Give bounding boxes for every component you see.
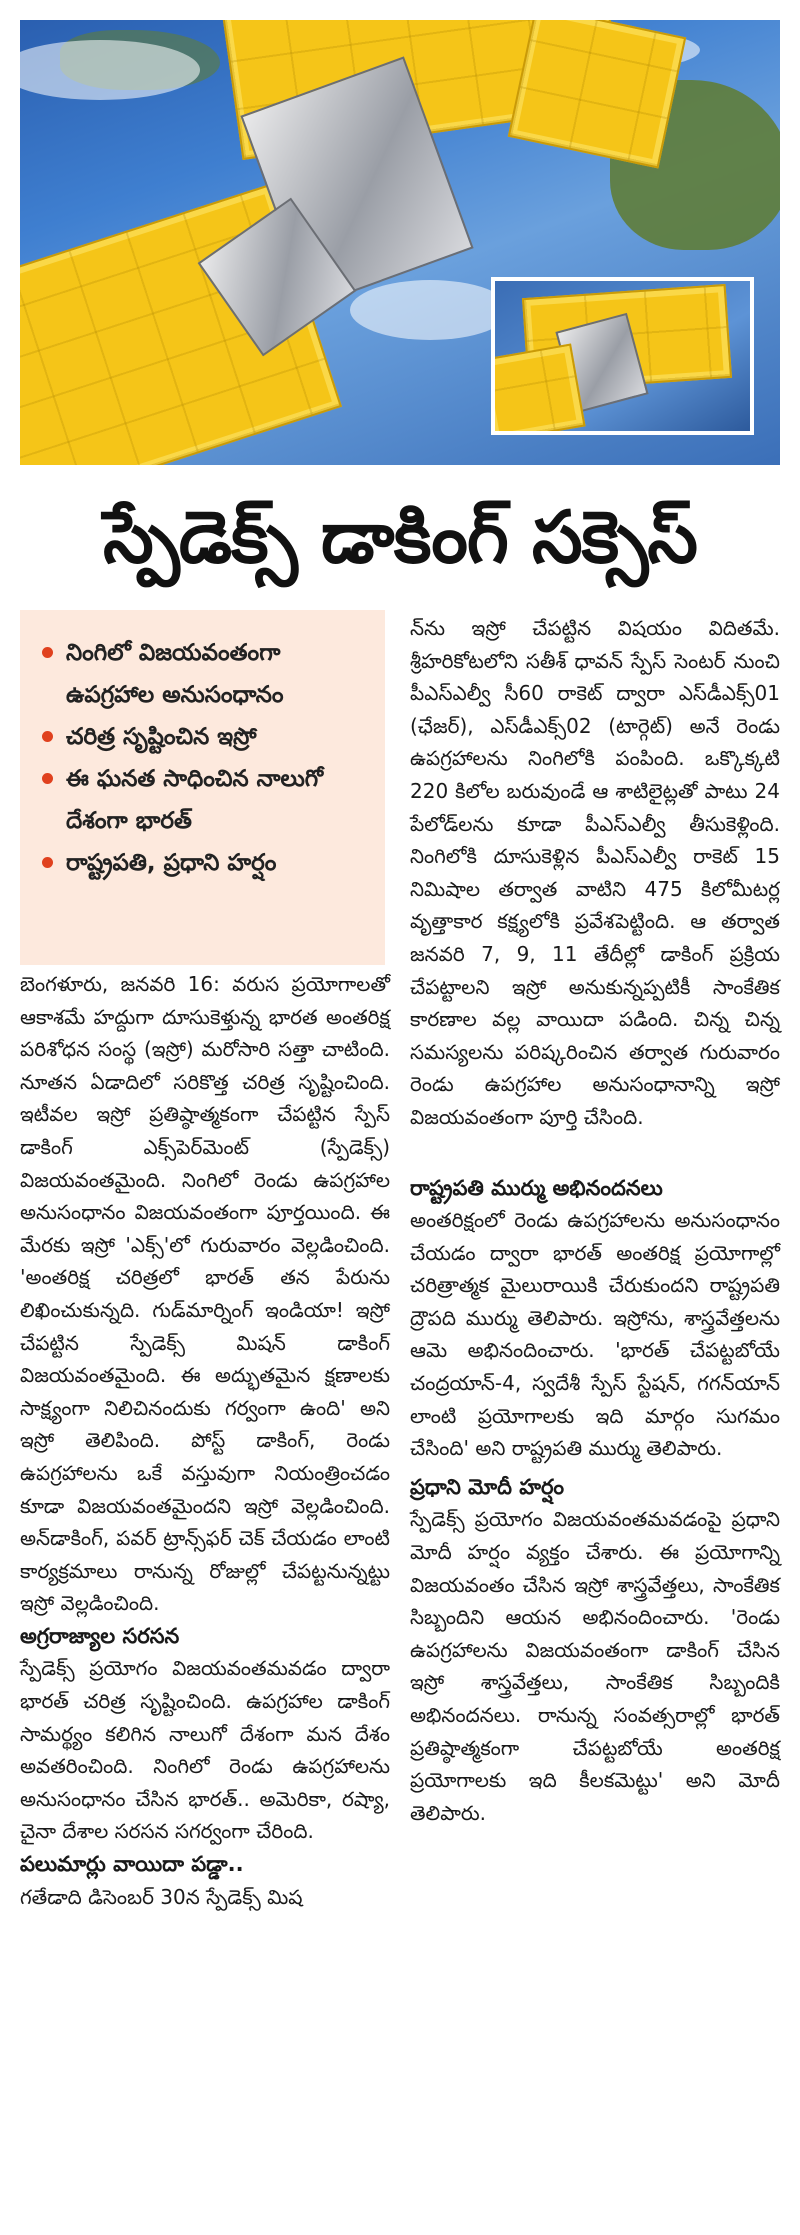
headline: స్పేడెక్స్ డాకింగ్ సక్సెస్ bbox=[103, 495, 697, 579]
bullet-icon bbox=[42, 773, 53, 784]
satellite-photo bbox=[20, 20, 780, 465]
highlight-item: చరిత్ర సృష్టించిన ఇస్రో bbox=[42, 716, 371, 758]
highlight-item: రాష్ట్రపతి, ప్రధాని హర్షం bbox=[42, 842, 371, 884]
highlight-item: నింగిలో విజయవంతంగా ఉపగ్రహాల అనుసంధానం bbox=[42, 632, 371, 716]
bullet-icon bbox=[42, 647, 53, 658]
subheading-president: రాష్ట్రపతి ముర్ము అభినందనలు bbox=[410, 1175, 663, 1200]
bullet-icon bbox=[42, 857, 53, 868]
article-paragraph: స్పేడెక్స్ ప్రయోగం విజయవంతమవడం ద్వారా భారత్ చరిత్ర సృష్టించింది. ఉపగ్రహాల డాకింగ్ సామర్థ్యం కలిగిన నాలుగో దేశంగా మన దేశం అవతరించింది. నింగిలో రెండు ఉపగ్రహాలను అనుసంధానం చేసిన భారత్.. అమెరికా, రష్యా, చైనా దేశాల సరసన సగర్వంగా చేరింది. bbox=[20, 1656, 390, 1844]
article-intro: బెంగళూరు, జనవరి 16: వరుస ప్రయోగాలతో ఆకాశమే హద్దుగా దూసుకెళ్తున్న భారత అంతరిక్ష పరిశోధన సంస్థ (ఇస్రో) మరోసారి సత్తా చాటింది. నూతన ఏడాదిలో సరికొత్త చరిత్ర సృష్టించింది. ఇటీవల ఇస్రో ప్రతిష్ఠాత్మకంగా చేపట్టిన స్పేస్ డాకింగ్ ఎక్స్‌పెర్‌మెంట్ (స్పేడెక్స్) విజయవంతమైంది. నింగిలో రెండు ఉపగ్రహాల అనుసంధానం విజయవంతంగా పూర్తయింది. ఈ మేరకు ఇస్రో 'ఎక్స్'లో గురువారం వెల్లడించింది. 'అంతరిక్ష చరిత్రలో భారత్ తన పేరును లిఖించుకున్నది. గుడ్‌మార్నింగ్ ఇండియా! ఇస్రో చేపట్టిన స్పేడెక్స్ మిషన్ డాకింగ్ విజయవంతమైంది. ఈ అద్భుతమైన క్షణాలకు సాక్ష్యంగా నిలిచినందుకు గర్వంగా ఉంది' అని ఇస్రో తెలిపింది. పోస్ట్ డాకింగ్, రెండు ఉపగ్రహాలను ఒకే వస్తువుగా నియంత్రించడం కూడా విజయవంతమైందని ఇస్రో వెల్లడించింది. అన్‌డాకింగ్, పవర్ ట్రాన్స్‌ఫర్ చెక్ చేయడం లాంటి కార్యక్రమాలు రానున్న రోజుల్లో చేపట్టనున్నట్టు ఇస్రో వెల్లడించింది. bbox=[20, 972, 390, 1616]
article-right-column bbox=[410, 612, 780, 1829]
subheading-postponed: పలుమార్లు వాయిదా పడ్డా.. bbox=[20, 1852, 244, 1877]
subheading-pm: ప్రధాని మోదీ హర్షం bbox=[410, 1474, 565, 1499]
highlight-item: ఈ ఘనత సాధించిన నాలుగో దేశంగా భారత్ bbox=[42, 758, 371, 842]
article-paragraph: గతేడాది డిసెంబర్ 30న స్పేడెక్స్ మిష bbox=[20, 1884, 303, 1909]
article-paragraph: అంతరిక్షంలో రెండు ఉపగ్రహాలను అనుసంధానం చేయడం ద్వారా భారత్ అంతరిక్ష ప్రయోగాల్లో చరిత్రాత్మక మైలురాయికి చేరుకుందని రాష్ట్రపతి ద్రౌపది ముర్ము తెలిపారు. ఇస్రోను, శాస్త్రవేత్తలను ఆమె అభినందించారు. 'భారత్ చేపట్టబోయే చంద్రయాన్-4, స్వదేశీ స్పేస్ స్టేషన్, గగన్‌యాన్ లాంటి ప్రయోగాలకు ఇది మార్గం సుగమం చేసింది' అని రాష్ట్రపతి ముర్ము తెలిపారు. bbox=[410, 1208, 780, 1461]
inset-photo bbox=[491, 277, 754, 435]
article-left-column bbox=[20, 968, 390, 1913]
highlights-box bbox=[20, 610, 385, 965]
article-paragraph: న్‌ను ఇస్రో చేపట్టిన విషయం విదితమే. శ్రీహరికోటలోని సతీశ్ ధావన్ స్పేస్ సెంటర్ నుంచి పీఎస్‌ఎల్వీ సీ60 రాకెట్ ద్వారా ఎస్‌డీఎక్స్01 (ఛేజర్), ఎస్‌డీఎక్స్02 (టార్గెట్) అనే రెండు ఉపగ్రహాలను నింగిలోకి పంపింది. ఒక్కొక్కటి 220 కిలోల బరువుండే ఆ శాటిలైట్లతో పాటు 24 పేలోడ్‌లను కూడా పీఎస్‌ఎల్వీ తీసుకెళ్లింది. నింగిలోకి దూసుకెళ్లిన పీఎస్‌ఎల్వీ రాకెట్ 15 నిమిషాల తర్వాత వాటిని 475 కిలోమీటర్ల వృత్తాకార కక్ష్యలోకి ప్రవేశపెట్టింది. ఆ తర్వాత జనవరి 7, 9, 11 తేదీల్లో డాకింగ్ ప్రక్రియ చేపట్టాలని ఇస్రో అనుకున్నప్పటికీ సాంకేతిక కారణాల వల్ల వాయిదా పడింది. చిన్న చిన్న సమస్యలను పరిష్కరించిన తర్వాత గురువారం రెండు ఉపగ్రహాల అనుసంధానాన్ని ఇస్రో విజయవంతంగా పూర్తి చేసింది. bbox=[410, 616, 780, 1129]
subheading-peer-nations: అగ్రరాజ్యాల సరసన bbox=[20, 1623, 180, 1648]
bullet-icon bbox=[42, 731, 53, 742]
article-paragraph: స్పేడెక్స్ ప్రయోగం విజయవంతమవడంపై ప్రధాని మోదీ హర్షం వ్యక్తం చేశారు. ఈ ప్రయోగాన్ని విజయవంతం చేసిన ఇస్రో శాస్త్రవేత్తలు, సాంకేతిక సిబ్బందిని ఆయన అభినందించారు. 'రెండు ఉపగ్రహాలను విజయవంతంగా డాకింగ్ చేసిన ఇస్రో శాస్త్రవేత్తలు, సాంకేతిక సిబ్బందికి అభినందనలు. రానున్న సంవత్సరాల్లో భారత్ ప్రతిష్ఠాత్మకంగా చేపట్టబోయే అంతరిక్ష ప్రయోగాలకు ఇది కీలకమెట్టు' అని మోదీ తెలిపారు. bbox=[410, 1507, 780, 1825]
